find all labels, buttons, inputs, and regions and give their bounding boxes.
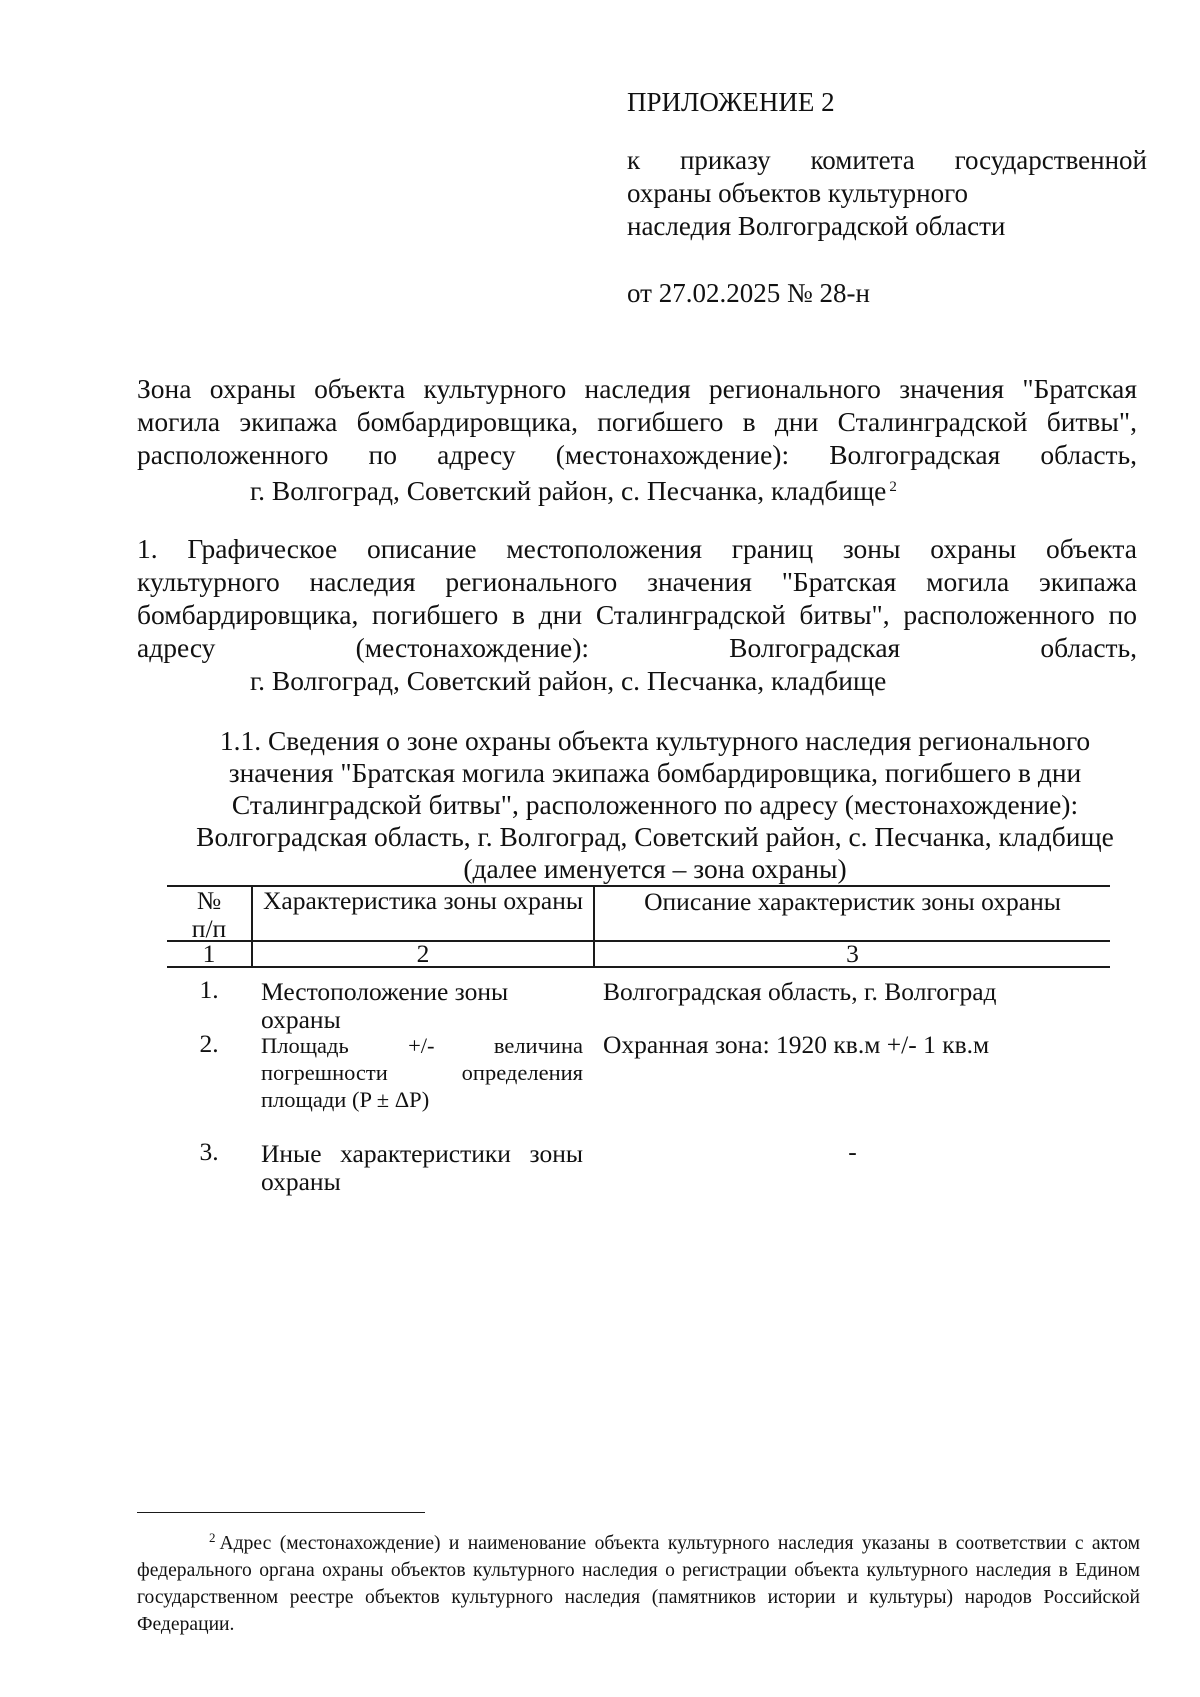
row-1-characteristic: Местоположение зоны охраны xyxy=(261,977,509,1034)
colnum-2: 2 xyxy=(416,939,430,968)
header-num-line-1: № xyxy=(196,886,222,915)
section-1-1-line-4: Волгоградская область, г. Волгоград, Советский район, с. Песчанка, кладбище xyxy=(196,821,1114,852)
row-1-description: Волгоградская область, г. Волгоград xyxy=(603,977,997,1006)
title-line-4-text: г. Волгоград, Советский район, с. Песчанка, кладбище xyxy=(250,475,887,506)
title-line-1: Зона охраны объекта культурного наследия регионального значения "Братская xyxy=(137,373,1137,404)
colnum-3: 3 xyxy=(846,939,859,968)
footnote xyxy=(137,1524,1140,1638)
row-2-characteristic xyxy=(261,1032,583,1113)
header-characteristic: Характеристика зоны охраны xyxy=(262,886,584,915)
title-line-2: могила экипажа бомбардировщика, погибшего в дни Сталинградской битвы", xyxy=(137,406,1137,437)
header-num-line-2: п/п xyxy=(191,914,227,943)
document-title xyxy=(137,372,1137,507)
section-1-1-line-5: (далее именуется – зона охраны) xyxy=(463,853,847,884)
title-line-3: расположенного по адресу (местонахождение): Волгоградская область, xyxy=(137,439,1137,470)
header-description: Описание характеристик зоны охраны xyxy=(644,887,1061,916)
order-line-1: к приказу комитета государственной xyxy=(627,145,1147,175)
row-2-num: 2. xyxy=(199,1029,219,1058)
section-1-line-1: 1. Графическое описание местоположения границ зоны охраны объекта xyxy=(137,533,1137,564)
section-1-1-line-2: значения "Братская могила экипажа бомбардировщика, погибшего в дни xyxy=(228,757,1082,788)
order-line-3: наследия Волгоградской области xyxy=(627,211,1006,241)
footnote-separator xyxy=(137,1512,425,1513)
title-footnote-mark: 2 xyxy=(889,479,897,495)
row-3-char-line-2: охраны xyxy=(261,1167,341,1196)
row-3-characteristic xyxy=(261,1140,583,1196)
row-3-char-line-1: Иные характеристики зоны xyxy=(261,1139,583,1168)
row-2-description: Охранная зона: 1920 кв.м +/- 1 кв.м xyxy=(603,1030,990,1059)
section-1 xyxy=(137,532,1137,697)
header-num xyxy=(167,887,251,943)
footnote-mark: 2 xyxy=(209,1530,216,1545)
row-1-num: 1. xyxy=(199,975,219,1004)
section-1-line-4: адресу (местонахождение): Волгоградская область, xyxy=(137,632,1137,663)
footnote-text: Адрес (местонахождение) и наименование объекта культурного наследия указаны в соответствии с актом федерального органа охраны объектов культурного наследия о регистрации объекта культурного наследия в Едином государственном реестре объектов культурного наследия (памятников истории и культуры) народов Российской Федерации. xyxy=(137,1533,1140,1635)
title-line-4 xyxy=(137,471,1137,507)
row-2-char-line-1: Площадь +/- величина xyxy=(261,1033,583,1058)
row-2-char-line-2: погрешности определения xyxy=(261,1060,583,1085)
row-3-description: - xyxy=(848,1137,857,1166)
section-1-1-line-1: 1.1. Сведения о зоне охраны объекта культурного наследия регионального xyxy=(219,725,1091,756)
section-1-line-3: бомбардировщика, погибшего в дни Сталинградской битвы", расположенного по xyxy=(137,599,1137,630)
colnum-1: 1 xyxy=(202,939,216,968)
order-reference xyxy=(627,144,1147,243)
order-line-2: охраны объектов культурного xyxy=(627,178,968,208)
section-1-line-2: культурного наследия регионального значения "Братская могила экипажа xyxy=(137,566,1137,597)
section-1-1 xyxy=(150,725,1160,885)
section-1-1-line-3: Сталинградской битвы", расположенного по адресу (местонахождение): xyxy=(231,789,1079,820)
section-1-line-5: г. Волгоград, Советский район, с. Песчанка, кладбище xyxy=(250,665,887,696)
row-2-char-line-3: площади (P ± ΔP) xyxy=(261,1087,430,1112)
row-3-num: 3. xyxy=(199,1137,219,1166)
appendix-title: ПРИЛОЖЕНИЕ 2 xyxy=(627,87,835,117)
order-date: от 27.02.2025 № 28-н xyxy=(627,278,870,308)
